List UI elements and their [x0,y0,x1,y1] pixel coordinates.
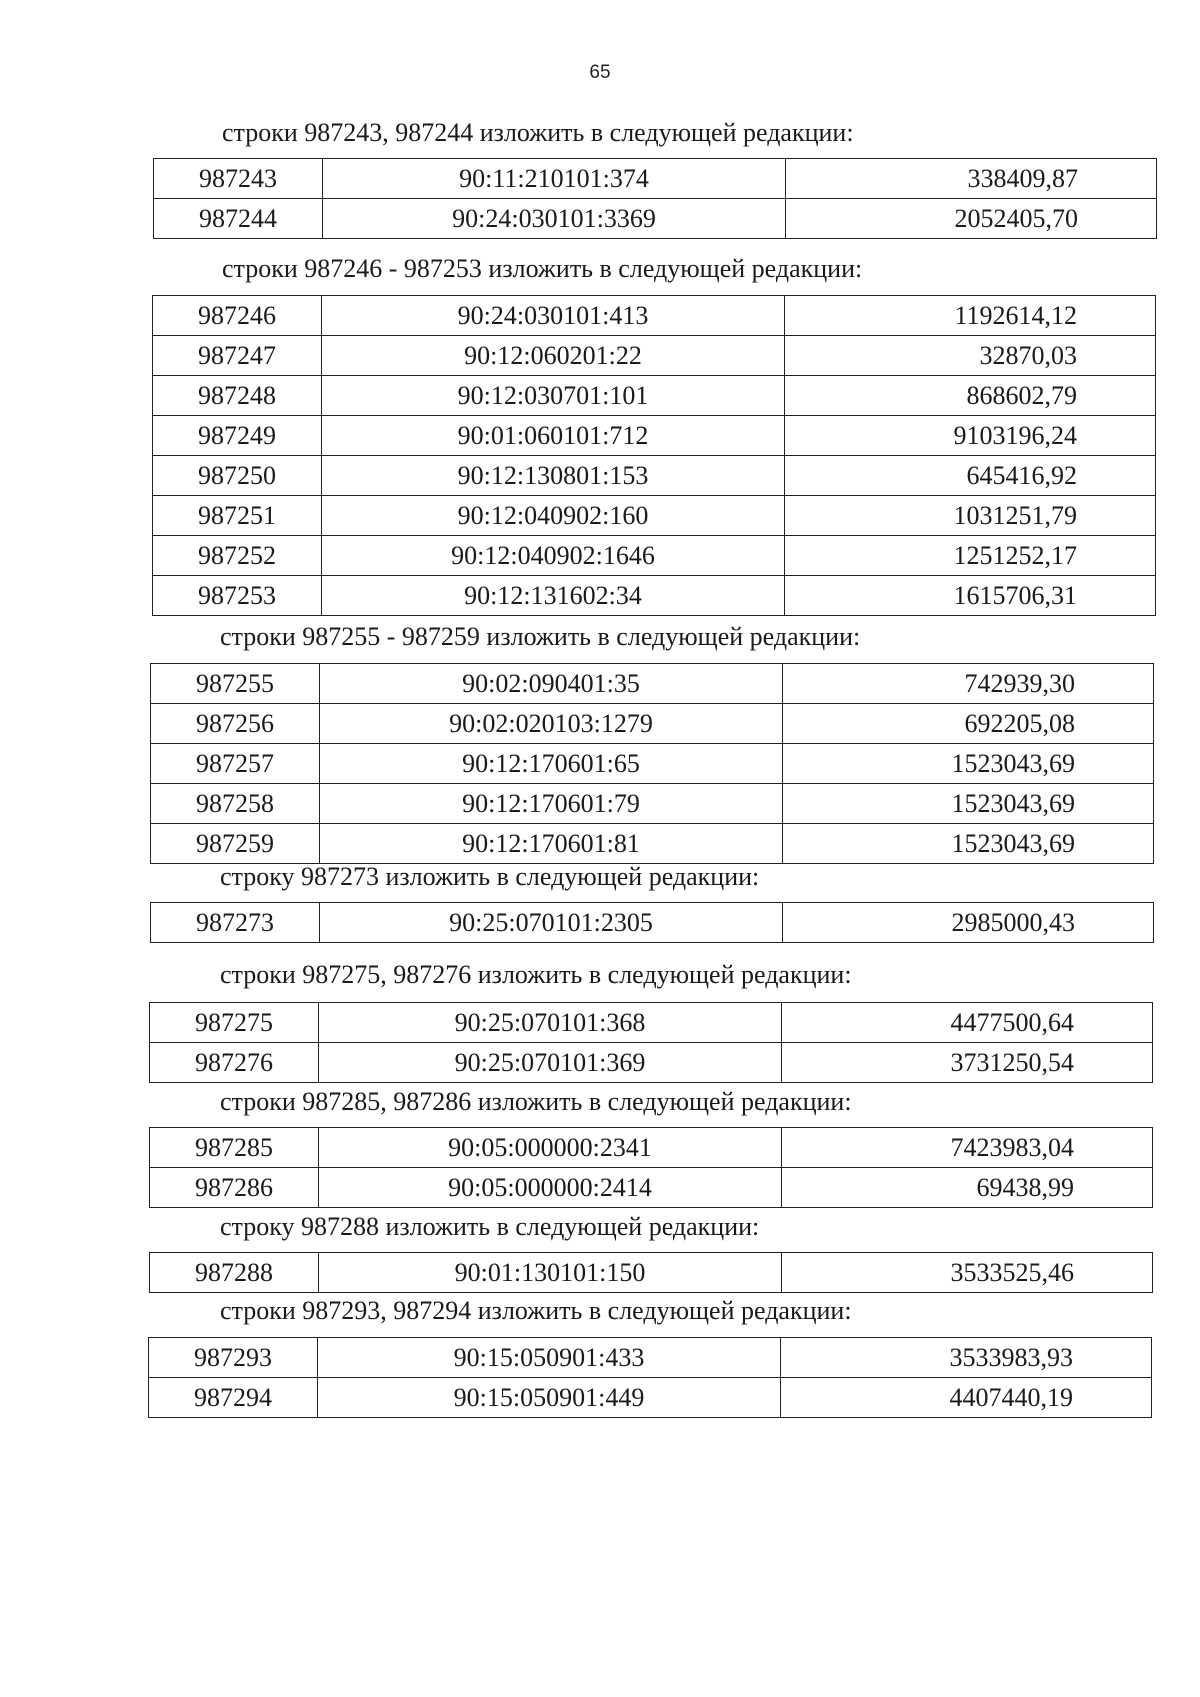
row-number-cell: 987273 [151,903,320,943]
amendment-table [149,1252,1153,1293]
table-row [153,416,1156,456]
section-caption: строки 987293, 987294 изложить в следующей редакции: [220,1296,852,1325]
cadastral-number-cell: 90:02:090401:35 [320,664,783,704]
table-row [153,496,1156,536]
row-number-cell: 987247 [153,336,322,376]
row-number-cell: 987288 [150,1253,319,1293]
value-cell: 1523043,69 [783,744,1154,784]
amendment-table [150,902,1154,943]
value-cell: 868602,79 [785,376,1156,416]
table-row [149,1378,1152,1418]
table-row [153,456,1156,496]
row-number-cell: 987285 [150,1128,319,1168]
value-cell: 1251252,17 [785,536,1156,576]
cadastral-number-cell: 90:01:060101:712 [322,416,785,456]
table-row [150,1003,1153,1043]
value-cell: 1523043,69 [783,784,1154,824]
row-number-cell: 987256 [151,704,320,744]
cadastral-number-cell: 90:05:000000:2414 [319,1168,782,1208]
table-row [151,664,1154,704]
value-cell: 1031251,79 [785,496,1156,536]
row-number-cell: 987249 [153,416,322,456]
table-row [151,824,1154,864]
cadastral-number-cell: 90:15:050901:433 [318,1338,781,1378]
row-number-cell: 987276 [150,1043,319,1083]
section-caption: строки 987246 - 987253 изложить в следующей редакции: [222,254,863,283]
table-row [153,296,1156,336]
value-cell: 1192614,12 [785,296,1156,336]
table-row [151,744,1154,784]
table-row [153,376,1156,416]
row-number-cell: 987243 [154,159,323,199]
cadastral-number-cell: 90:01:130101:150 [319,1253,782,1293]
value-cell: 645416,92 [785,456,1156,496]
amendment-table [149,1002,1153,1083]
table-row [150,1253,1153,1293]
section-caption: строки 987255 - 987259 изложить в следующей редакции: [220,622,861,651]
table-row [154,199,1157,239]
amendment-table [149,1127,1153,1208]
row-number-cell: 987255 [151,664,320,704]
amendment-table [150,663,1154,864]
table-row [150,1128,1153,1168]
row-number-cell: 987252 [153,536,322,576]
cadastral-number-cell: 90:24:030101:413 [322,296,785,336]
row-number-cell: 987294 [149,1378,318,1418]
value-cell: 4407440,19 [781,1378,1152,1418]
cadastral-number-cell: 90:15:050901:449 [318,1378,781,1418]
value-cell: 1615706,31 [785,576,1156,616]
section-caption: строки 987275, 987276 изложить в следующей редакции: [220,960,852,989]
cadastral-number-cell: 90:25:070101:2305 [320,903,783,943]
value-cell: 2985000,43 [783,903,1154,943]
cadastral-number-cell: 90:12:130801:153 [322,456,785,496]
row-number-cell: 987275 [150,1003,319,1043]
cadastral-number-cell: 90:12:040902:1646 [322,536,785,576]
section-caption: строки 987285, 987286 изложить в следующей редакции: [220,1087,852,1116]
value-cell: 3533525,46 [782,1253,1153,1293]
page-number: 65 [589,62,611,83]
table-row [154,159,1157,199]
section-caption: строку 987288 изложить в следующей редакции: [220,1212,760,1241]
row-number-cell: 987251 [153,496,322,536]
cadastral-number-cell: 90:12:030701:101 [322,376,785,416]
cadastral-number-cell: 90:12:170601:79 [320,784,783,824]
cadastral-number-cell: 90:12:170601:81 [320,824,783,864]
amendment-table [153,158,1157,239]
row-number-cell: 987248 [153,376,322,416]
cadastral-number-cell: 90:12:040902:160 [322,496,785,536]
cadastral-number-cell: 90:25:070101:368 [319,1003,782,1043]
row-number-cell: 987246 [153,296,322,336]
cadastral-number-cell: 90:05:000000:2341 [319,1128,782,1168]
value-cell: 692205,08 [783,704,1154,744]
table-row [151,903,1154,943]
amendment-table [148,1337,1152,1418]
value-cell: 3731250,54 [782,1043,1153,1083]
table-row [153,576,1156,616]
row-number-cell: 987259 [151,824,320,864]
table-row [151,784,1154,824]
row-number-cell: 987293 [149,1338,318,1378]
cadastral-number-cell: 90:25:070101:369 [319,1043,782,1083]
value-cell: 69438,99 [782,1168,1153,1208]
table-row [151,704,1154,744]
row-number-cell: 987250 [153,456,322,496]
cadastral-number-cell: 90:12:060201:22 [322,336,785,376]
value-cell: 7423983,04 [782,1128,1153,1168]
value-cell: 4477500,64 [782,1003,1153,1043]
cadastral-number-cell: 90:11:210101:374 [323,159,786,199]
value-cell: 2052405,70 [786,199,1157,239]
row-number-cell: 987258 [151,784,320,824]
table-row [153,536,1156,576]
value-cell: 3533983,93 [781,1338,1152,1378]
value-cell: 9103196,24 [785,416,1156,456]
row-number-cell: 987244 [154,199,323,239]
table-row [150,1168,1153,1208]
amendment-table [152,295,1156,616]
value-cell: 1523043,69 [783,824,1154,864]
table-row [149,1338,1152,1378]
cadastral-number-cell: 90:24:030101:3369 [323,199,786,239]
table-row [150,1043,1153,1083]
row-number-cell: 987257 [151,744,320,784]
value-cell: 338409,87 [786,159,1157,199]
table-row [153,336,1156,376]
cadastral-number-cell: 90:12:131602:34 [322,576,785,616]
value-cell: 742939,30 [783,664,1154,704]
value-cell: 32870,03 [785,336,1156,376]
cadastral-number-cell: 90:12:170601:65 [320,744,783,784]
section-caption: строку 987273 изложить в следующей редакции: [220,862,760,891]
cadastral-number-cell: 90:02:020103:1279 [320,704,783,744]
section-caption: строки 987243, 987244 изложить в следующей редакции: [222,118,854,147]
row-number-cell: 987253 [153,576,322,616]
row-number-cell: 987286 [150,1168,319,1208]
